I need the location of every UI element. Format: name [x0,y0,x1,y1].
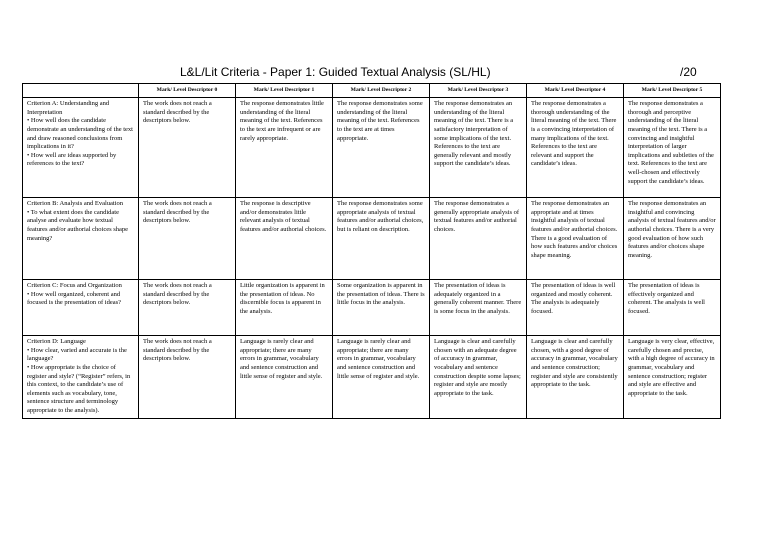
level-cell: The work does not reach a standard described by the descriptors below. [139,198,236,280]
criterion-title: Criterion D: Language [27,338,86,345]
level-cell: The work does not reach a standard described by the descriptors below. [139,280,236,336]
criterion-question: • How well organized, coherent and focused is the presentation of ideas? [27,290,122,307]
criteria-table [22,83,721,419]
criterion-cell [23,98,139,198]
page-title: L&L/Lit Criteria - Paper 1: Guided Textual Analysis (SL/HL) [180,65,491,79]
header-level-0: Mark/ Level Descriptor 0 [139,84,236,98]
criterion-row-a [23,98,721,198]
criterion-row-d [23,336,721,419]
header-level-2: Mark/ Level Descriptor 2 [333,84,430,98]
criterion-cell [23,280,139,336]
criterion-question: • To what extent does the candidate analyse and evaluate how textual features and/or authorial choices shape meaning? [27,208,129,242]
criterion-question: • How appropriate is the choice of register and style? (“Register” refers, in this context, to the candidate’s use of elements such as vocabulary, tone, sentence structure and terminology appropriate to the analysis). [27,363,131,415]
header-blank [23,84,139,98]
level-cell: The response demonstrates a thorough understanding of the literal meaning of the text. There is a convincing interpretation of many implications of the text. References to the text are relevant and support the candidate’s ideas. [527,98,624,198]
level-cell: The response demonstrates little understanding of the literal meaning of the text. References to the text are infrequent or are rarely appropriate. [236,98,333,198]
criterion-row-c [23,280,721,336]
level-cell: The presentation of ideas is adequately organized in a generally coherent manner. There is some focus in the analysis. [430,280,527,336]
header-level-1: Mark/ Level Descriptor 1 [236,84,333,98]
criterion-question: • How well are ideas supported by references to the text? [27,151,117,168]
header-row [23,84,721,98]
level-cell: Little organization is apparent in the presentation of ideas. No discernible focus is apparent in the analysis. [236,280,333,336]
level-cell: The response demonstrates an understanding of the literal meaning of the text. There is a satisfactory interpretation of some implications of the text. References to the text are generally relevant and mostly support the candidate’s ideas. [430,98,527,198]
level-cell: The response demonstrates an insightful and convincing analysis of textual features and/or authorial choices. There is a very good evaluation of how such features and/or choices shape meaning. [624,198,721,280]
header-level-5: Mark/ Level Descriptor 5 [624,84,721,98]
criterion-title: Criterion A: Understanding and Interpretation [27,100,110,116]
header-level-4: Mark/ Level Descriptor 4 [527,84,624,98]
level-cell: The work does not reach a standard described by the descriptors below. [139,336,236,419]
criterion-cell [23,198,139,280]
criterion-title: Criterion C: Focus and Organization [27,282,122,289]
level-cell: Language is clear and carefully chosen, with a good degree of accuracy in grammar, vocabulary and sentence construction; register and style are consistently appropriate to the task. [527,336,624,419]
level-cell: The response is descriptive and/or demonstrates little relevant analysis of textual features and/or authorial choices. [236,198,333,280]
level-cell: The response demonstrates some appropriate analysis of textual features and/or authorial choices, but is reliant on description. [333,198,430,280]
level-cell: Language is very clear, effective, carefully chosen and precise, with a high degree of accuracy in grammar, vocabulary and sentence construction; register and style are effective and appropriate to the task. [624,336,721,419]
criterion-title: Criterion B: Analysis and Evaluation [27,200,124,207]
criterion-row-b [23,198,721,280]
level-cell: Language is rarely clear and appropriate; there are many errors in grammar, vocabulary and sentence construction and little sense of register and style. [333,336,430,419]
level-cell: Language is clear and carefully chosen with an adequate degree of accuracy in grammar, vocabulary and sentence construction despite some lapses; register and style are mostly appropriate to the task. [430,336,527,419]
criterion-question: • How clear, varied and accurate is the language? [27,346,127,363]
criterion-question: • How well does the candidate demonstrate an understanding of the text and draw reasoned conclusions from implications in it? [27,117,133,151]
level-cell: The response demonstrates a generally appropriate analysis of textual features and/or authorial choices. [430,198,527,280]
level-cell: The work does not reach a standard described by the descriptors below. [139,98,236,198]
level-cell: The response demonstrates a thorough and perceptive understanding of the literal meaning of the text. There is a convincing and insightful interpretation of larger implications and subtleties of the text. References to the text are well-chosen and effectively support the candidate’s ideas. [624,98,721,198]
level-cell: The presentation of ideas is well organized and mostly coherent. The analysis is adequately focused. [527,280,624,336]
criterion-cell [23,336,139,419]
level-cell: Language is rarely clear and appropriate; there are many errors in grammar, vocabulary and sentence construction and little sense of register and style. [236,336,333,419]
header-level-3: Mark/ Level Descriptor 3 [430,84,527,98]
level-cell: Some organization is apparent in the presentation of ideas. There is little focus in the analysis. [333,280,430,336]
level-cell: The presentation of ideas is effectively organized and coherent. The analysis is well focused. [624,280,721,336]
total-score: /20 [680,65,697,79]
level-cell: The response demonstrates some understanding of the literal meaning of the text. References to the text are at times appropriate. [333,98,430,198]
level-cell: The response demonstrates an appropriate and at times insightful analysis of textual features and/or authorial choices. There is a good evaluation of how such features and/or choices shape meaning. [527,198,624,280]
